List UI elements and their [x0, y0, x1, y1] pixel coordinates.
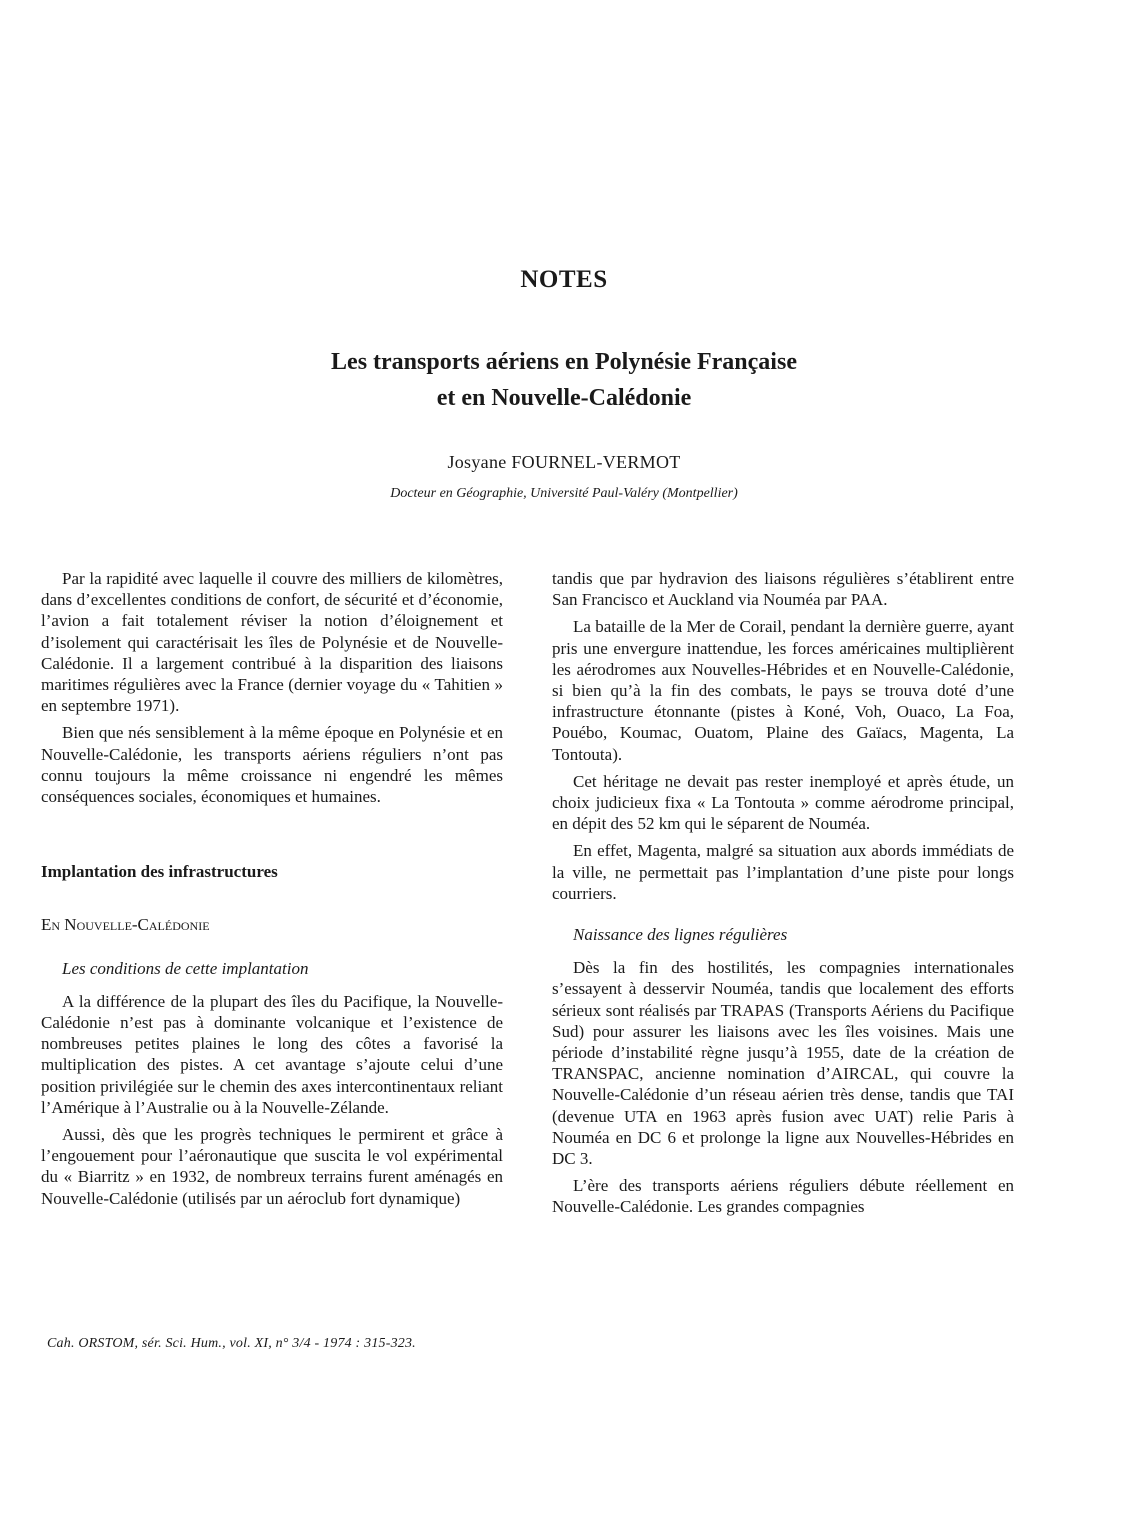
conditions-paragraph-2: Aussi, dès que les progrès techniques le permirent et grâce à l’engouement pour l’aéronautique que suscita le vol expérimental du « Biarritz » en 1932, de nombreux terrains furent aménagés en Nouvelle-Calédonie (utilisés par un aéroclub fort dynamique)	[41, 1125, 503, 1208]
article-title	[0, 344, 1128, 416]
paragraph-heritage: Cet héritage ne devait pas rester inemployé et après étude, un choix judicieux fixa « La Tontouta » comme aérodrome principal, en dépit des 52 km qui le séparent de Nouméa.	[552, 771, 1014, 834]
left-column	[41, 568, 503, 1215]
intro-paragraph-2: Bien que nés sensiblement à la même époque en Polynésie et en Nouvelle-Calédonie, les transports aériens réguliers n’ont pas connu toujours la même croissance ni engendré les mêmes conséquences sociales, économiques et humaines.	[41, 723, 503, 807]
paragraph-magenta: En effet, Magenta, malgré sa situation aux abords immédiats de la ville, ne permettait pas l’implantation d’une piste pour longs courriers.	[552, 841, 1014, 903]
heading-conditions: Les conditions de cette implantation	[62, 958, 309, 978]
author-name: Josyane FOURNEL-VERMOT	[447, 452, 681, 472]
heading-region: En Nouvelle-Calédonie	[41, 915, 210, 935]
right-column	[552, 568, 1014, 1224]
article-title-line-2: et en Nouvelle-Calédonie	[436, 385, 692, 411]
continuation-paragraph: tandis que par hydravion des liaisons régulières s’établirent entre San Francisco et Auckland via Nouméa par PAA.	[552, 569, 1014, 610]
paragraph-ere-transports: L’ère des transports aériens réguliers débute réellement en Nouvelle-Calédonie. Les grandes compagnies	[552, 1176, 1014, 1217]
article-title-line-1: Les transports aériens en Polynésie Française	[331, 349, 797, 375]
journal-citation: Cah. ORSTOM, sér. Sci. Hum., vol. XI, n° 3/4 - 1974 : 315-323.	[47, 1336, 416, 1351]
intro-paragraph-1: Par la rapidité avec laquelle il couvre des milliers de kilomètres, dans d’excellentes conditions de confort, de sécurité et d’économie, l’avion a fait totalement réviser la notion d’éloignement et d’isolement qui caractérisait les îles de Polynésie et de Nouvelle-Calédonie. Il a largement contribué à la disparition des liaisons maritimes régulières avec la France (dernier voyage du « Tahitien » en septembre 1971).	[41, 569, 503, 716]
heading-infrastructures: Implantation des infrastructures	[41, 862, 278, 882]
section-heading: NOTES	[520, 266, 608, 293]
paragraph-mer-de-corail: La bataille de la Mer de Corail, pendant la dernière guerre, ayant pris une envergure inattendue, les forces américaines multiplièrent les aérodromes aux Nouvelles-Hébrides et en Nouvelle-Calédonie, si bien qu’à la fin des combats, le pays se trouva doté d’une infrastructure étonnante (pistes à Koné, Voh, Ouaco, La Foa, Pouébo, Koumac, Ouatom, Plaine des Gaïacs, Magenta, La Tontouta).	[552, 617, 1014, 764]
author-affiliation: Docteur en Géographie, Université Paul-Valéry (Montpellier)	[390, 486, 738, 501]
heading-naissance: Naissance des lignes régulières	[573, 925, 788, 945]
conditions-paragraph-1: A la différence de la plupart des îles du Pacifique, la Nouvelle-Calédonie n’est pas à dominante volcanique et l’existence de nombreuses petites plaines le long des côtes a favorisé la multiplication des pistes. A cet avantage s’ajoute celui d’une position privilégiée sur le chemin des axes intercontinentaux reliant l’Amérique à l’Australie ou à la Nouvelle-Zélande.	[41, 991, 503, 1117]
paragraph-hostilites: Dès la fin des hostilités, les compagnies internationales s’essayent à desservir Nouméa, tandis que localement des efforts sérieux sont réalisés par TRAPAS (Transports Aériens du Pacifique Sud) pour assurer les liaisons avec les îles voisines. Mais une période d’instabilité règne jusqu’à 1955, date de la création de TRANSPAC, ancienne nomination d’AIRCAL, qui couvre la Nouvelle-Calédonie d’un réseau aérien très dense, tandis que TAI (devenue UTA en 1963 après fusion avec UAT) relie Paris à Nouméa en DC 6 et prolonge la ligne aux Nouvelles-Hébrides en DC 3.	[552, 958, 1014, 1169]
